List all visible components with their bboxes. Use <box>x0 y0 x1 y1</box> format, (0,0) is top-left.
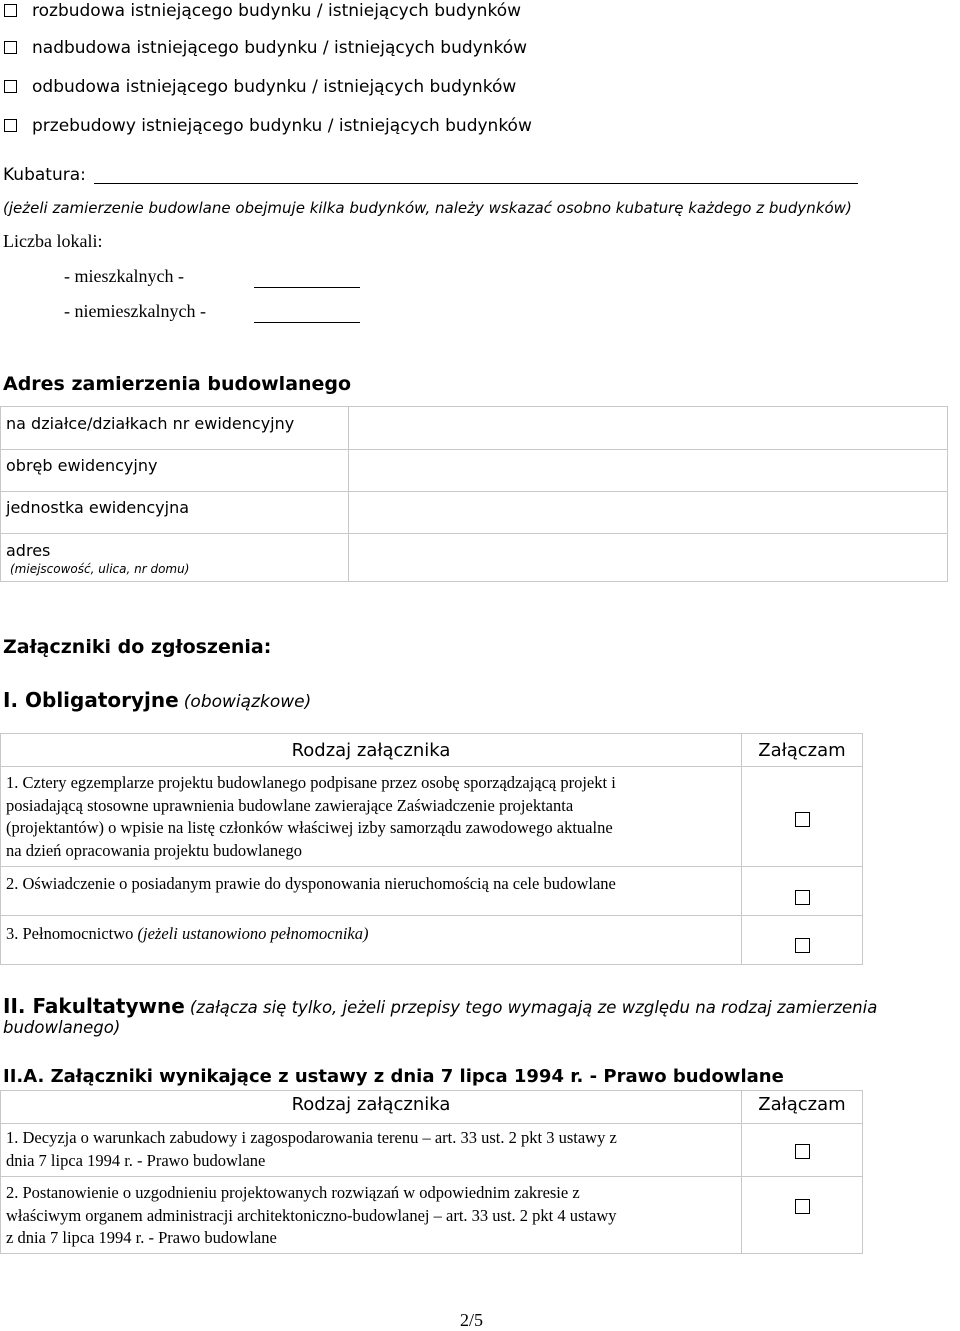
option-label: nadbudowa istniejącego budynku / istniejących budynków <box>32 38 528 58</box>
iia-attachment-2-text <box>6 1182 617 1250</box>
fakultatywne-note-cont: budowlanego) <box>3 1018 121 1037</box>
checkbox[interactable] <box>4 41 17 54</box>
attachment-3-note: (jeżeli ustanowiono pełnomocnika) <box>137 924 369 943</box>
table-row-check <box>741 1176 863 1254</box>
attachment-3-label: 3. Pełnomocnictwo <box>6 924 138 943</box>
text-line: 1. Cztery egzemplarze projektu budowlanego podpisane przez osobę sporządzającą projekt i <box>6 773 616 792</box>
text-line: na dzień opracowania projektu budowlanego <box>6 840 302 860</box>
text-line: 2. Postanowienie o uzgodnieniu projektowanych rozwiązań w odpowiednim zakresie z <box>6 1183 580 1202</box>
dzialka-label: na działce/działkach nr ewidencyjny <box>6 414 295 433</box>
checkbox[interactable] <box>4 4 17 17</box>
attachment-3-text <box>6 923 369 946</box>
col-type-header: Rodzaj załącznika <box>291 1094 451 1115</box>
obreb-label: obręb ewidencyjny <box>6 456 158 475</box>
iia-attachment-2-checkbox[interactable] <box>795 1199 810 1214</box>
adres-sublabel: (miejscowość, ulica, nr domu) <box>10 562 190 576</box>
lokale-mieszkalne-input[interactable] <box>254 287 360 288</box>
zalaczniki-title: Załączniki do zgłoszenia: <box>3 636 272 658</box>
attachment-2-text: 2. Oświadczenie o posiadanym prawie do dysponowania nieruchomością na cele budowlane <box>6 874 616 893</box>
iia-attachment-1-checkbox[interactable] <box>795 1144 810 1159</box>
text-line: 1. Decyzja o warunkach zabudowy i zagospodarowania terenu – art. 33 ust. 2 pkt 3 ustawy z <box>6 1128 617 1147</box>
obreb-input[interactable] <box>348 449 948 492</box>
lokale-label: Liczba lokali: <box>3 231 103 251</box>
text-line: dnia 7 lipca 1994 r. - Prawo budowlane <box>6 1150 266 1170</box>
option-label: odbudowa istniejącego budynku / istniejących budynków <box>32 77 517 97</box>
text-line: posiadającą stosowne uprawnienia budowlane zawierające Zaświadczenie projektanta <box>6 795 574 815</box>
attachment-3-checkbox[interactable] <box>795 938 810 953</box>
page-number: 2/5 <box>460 1310 484 1330</box>
col-attach-header: Załączam <box>758 1094 846 1115</box>
iia-heading: II.A. Załączniki wynikające z ustawy z dnia 7 lipca 1994 r. - Prawo budowlane <box>3 1066 784 1087</box>
adres-section-title: Adres zamierzenia budowlanego <box>3 373 352 395</box>
fakultatywne-heading <box>3 994 877 1018</box>
col-attach-header: Załączam <box>758 740 846 761</box>
attachment-1-checkbox[interactable] <box>795 812 810 827</box>
checkbox[interactable] <box>4 119 17 132</box>
lokale-niemieszkalne-label: - niemieszkalnych - <box>64 301 206 321</box>
kubatura-label: Kubatura: <box>3 165 86 185</box>
jednostka-input[interactable] <box>348 491 948 534</box>
checkbox[interactable] <box>4 80 17 93</box>
obligatoryjne-heading <box>3 688 311 712</box>
col-type-header: Rodzaj załącznika <box>291 740 451 761</box>
fakultatywne-title: II. Fakultatywne <box>3 994 185 1018</box>
option-label: rozbudowa istniejącego budynku / istniejących budynków <box>32 1 521 21</box>
text-line: z dnia 7 lipca 1994 r. - Prawo budowlane <box>6 1228 277 1247</box>
adres-input[interactable] <box>348 533 948 582</box>
attachment-1-text <box>6 772 616 862</box>
iia-attachment-1-text <box>6 1127 617 1172</box>
obligatoryjne-title: I. Obligatoryjne <box>3 688 179 712</box>
kubatura-note: (jeżeli zamierzenie budowlane obejmuje kilka budynków, należy wskazać osobno kubaturę każdego z budynków) <box>3 199 852 217</box>
lokale-niemieszkalne-input[interactable] <box>254 322 360 323</box>
lokale-mieszkalne-label: - mieszkalnych - <box>64 266 184 286</box>
fakultatywne-note: (załącza się tylko, jeżeli przepisy tego wymagają ze względu na rodzaj zamierzenia <box>189 998 878 1017</box>
attachment-2-checkbox[interactable] <box>795 890 810 905</box>
text-line: (projektantów) o wpisie na listę członków właściwej izby samorządu zawodowego aktualne <box>6 818 613 837</box>
dzialka-input[interactable] <box>348 406 948 450</box>
jednostka-label: jednostka ewidencyjna <box>6 498 190 517</box>
adres-label: adres <box>6 541 51 560</box>
kubatura-input-line[interactable] <box>94 183 858 184</box>
obligatoryjne-note: (obowiązkowe) <box>183 692 312 712</box>
option-label: przebudowy istniejącego budynku / istniejących budynków <box>32 116 532 136</box>
text-line: właściwym organem administracji architektoniczno-budowlanej – art. 33 ust. 2 pkt 4 ustawy <box>6 1205 617 1225</box>
